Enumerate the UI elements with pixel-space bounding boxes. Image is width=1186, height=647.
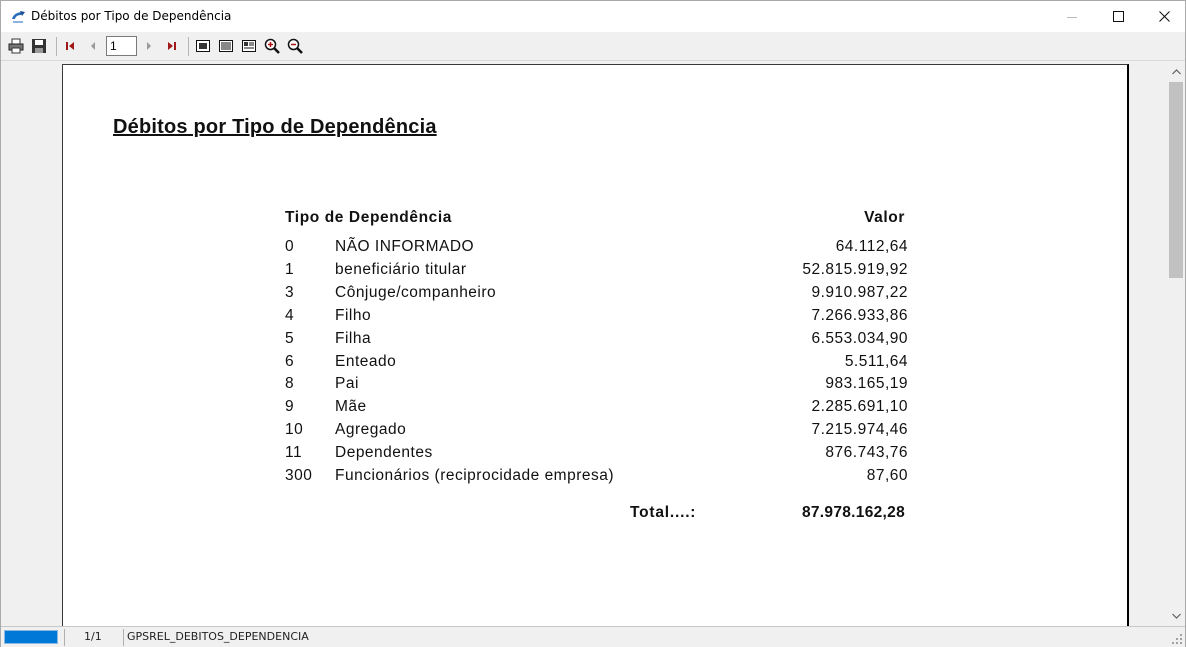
row-description: Enteado xyxy=(335,353,397,370)
whole-page-button[interactable] xyxy=(194,37,212,55)
row-value: 52.815.919,92 xyxy=(802,261,908,278)
prev-page-icon xyxy=(87,40,99,52)
report-name: GPSREL_DEBITOS_DEPENDENCIA xyxy=(123,629,723,646)
table-row xyxy=(63,467,1130,490)
row-description: Cônjuge/companheiro xyxy=(335,284,497,301)
row-code: 8 xyxy=(285,375,295,392)
minimize-button[interactable] xyxy=(1049,1,1095,32)
row-description: Filho xyxy=(335,307,372,324)
hundred-percent-icon xyxy=(241,38,257,54)
row-code: 300 xyxy=(285,467,313,484)
row-value: 876.743,76 xyxy=(825,444,908,461)
window-title: Débitos por Tipo de Dependência xyxy=(31,9,232,23)
status-bar xyxy=(1,626,1185,647)
table-row xyxy=(63,330,1130,353)
row-description: beneficiário titular xyxy=(335,261,467,278)
scroll-down-button[interactable] xyxy=(1167,607,1185,624)
table-row xyxy=(63,421,1130,444)
maximize-icon xyxy=(1113,11,1124,22)
title-bar[interactable] xyxy=(1,1,1185,32)
zoom-in-button[interactable] xyxy=(263,37,281,55)
last-page-button[interactable] xyxy=(163,37,181,55)
row-value: 64.112,64 xyxy=(835,238,908,255)
column-header-tipo: Tipo de Dependência xyxy=(285,209,453,226)
row-code: 11 xyxy=(285,444,303,461)
row-code: 0 xyxy=(285,238,295,255)
progress-bar xyxy=(4,630,58,644)
row-value: 5.511,64 xyxy=(844,353,908,370)
row-code: 5 xyxy=(285,330,295,347)
row-description: NÃO INFORMADO xyxy=(335,238,475,255)
row-description: Mãe xyxy=(335,398,367,415)
report-title: Débitos por Tipo de Dependência xyxy=(113,116,437,138)
row-description: Dependentes xyxy=(335,444,433,461)
column-header-valor: Valor xyxy=(864,209,905,226)
toolbar-separator xyxy=(56,37,57,56)
close-icon xyxy=(1159,11,1170,22)
row-description: Funcionários (reciprocidade empresa) xyxy=(335,467,615,484)
close-button[interactable] xyxy=(1141,1,1186,32)
row-code: 3 xyxy=(285,284,295,301)
first-page-button[interactable] xyxy=(61,37,79,55)
row-value: 87,60 xyxy=(866,467,908,484)
chevron-down-icon xyxy=(1172,613,1181,619)
row-description: Filha xyxy=(335,330,372,347)
next-page-icon xyxy=(143,40,155,52)
whole-page-icon xyxy=(195,38,211,54)
maximize-button[interactable] xyxy=(1095,1,1141,32)
minimize-icon xyxy=(1067,12,1077,22)
last-page-icon xyxy=(166,40,178,52)
toolbar xyxy=(1,32,1185,61)
row-value: 983.165,19 xyxy=(825,375,908,392)
next-page-button[interactable] xyxy=(140,37,158,55)
first-page-icon xyxy=(64,40,76,52)
row-value: 2.285.691,10 xyxy=(811,398,908,415)
toolbar-separator xyxy=(188,37,189,56)
page-count: 1/1 xyxy=(64,629,122,646)
row-value: 7.215.974,46 xyxy=(811,421,908,438)
chevron-up-icon xyxy=(1172,69,1181,75)
app-icon xyxy=(10,9,26,25)
zoom-out-button[interactable] xyxy=(286,37,304,55)
zoom-out-icon xyxy=(287,38,304,55)
page-number-input[interactable] xyxy=(106,36,137,56)
table-row xyxy=(63,444,1130,467)
table-row xyxy=(63,261,1130,284)
row-code: 1 xyxy=(285,261,295,278)
zoom-in-icon xyxy=(264,38,281,55)
vertical-scrollbar[interactable] xyxy=(1167,62,1185,626)
page-width-button[interactable] xyxy=(217,37,235,55)
table-row xyxy=(63,284,1130,307)
table-row xyxy=(63,375,1130,398)
resize-grip-icon[interactable] xyxy=(1171,633,1183,645)
save-icon xyxy=(31,38,47,54)
scroll-thumb[interactable] xyxy=(1169,82,1183,278)
table-row xyxy=(63,307,1130,330)
row-code: 9 xyxy=(285,398,295,415)
report-preview-area[interactable] xyxy=(1,62,1167,626)
table-row xyxy=(63,398,1130,421)
page-width-icon xyxy=(218,38,234,54)
table-row xyxy=(63,238,1130,261)
hundred-percent-button[interactable] xyxy=(240,37,258,55)
row-value: 6.553.034,90 xyxy=(811,330,908,347)
scroll-up-button[interactable] xyxy=(1167,63,1185,80)
row-code: 6 xyxy=(285,353,295,370)
prev-page-button[interactable] xyxy=(84,37,102,55)
total-value: 87.978.162,28 xyxy=(801,504,905,521)
row-value: 7.266.933,86 xyxy=(811,307,908,324)
row-value: 9.910.987,22 xyxy=(811,284,908,301)
row-code: 10 xyxy=(285,421,304,438)
print-icon xyxy=(8,38,24,54)
total-label: Total....: xyxy=(630,504,697,521)
row-description: Agregado xyxy=(335,421,407,438)
print-button[interactable] xyxy=(7,37,25,55)
table-row xyxy=(63,353,1130,376)
report-page xyxy=(62,64,1129,626)
save-button[interactable] xyxy=(30,37,48,55)
row-code: 4 xyxy=(285,307,295,324)
row-description: Pai xyxy=(335,375,359,392)
